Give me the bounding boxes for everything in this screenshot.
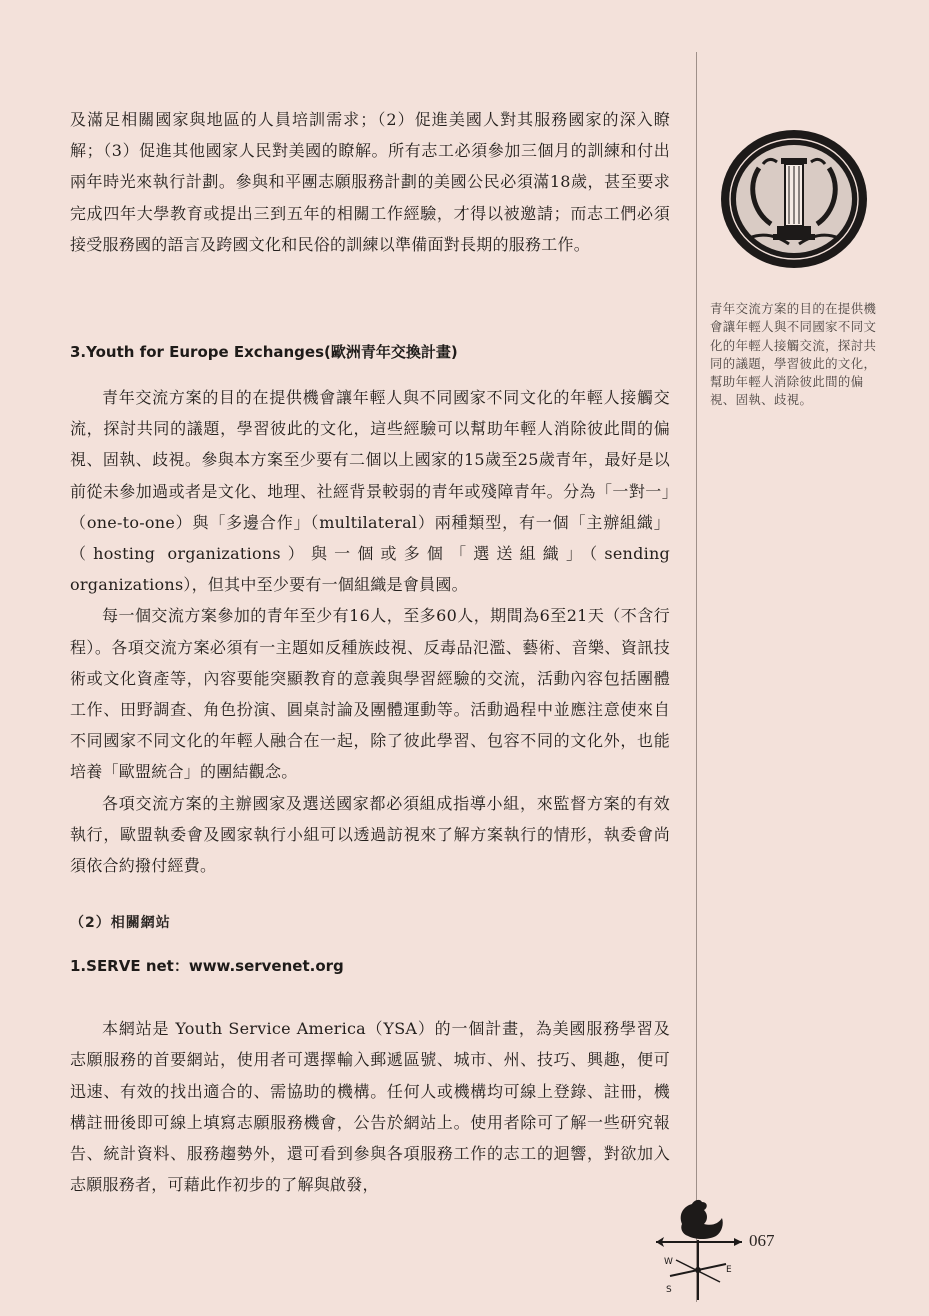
lyre-seal-icon: [719, 128, 869, 270]
column-divider: [696, 52, 697, 1302]
related-websites-subheading: （2）相關網站: [70, 915, 171, 932]
page-number: 067: [749, 1231, 775, 1250]
main-column: [70, 104, 670, 1200]
serve-net-heading: 1.SERVE net：www.servenet.org: [70, 957, 344, 976]
rooster-weathervane-icon: [650, 1196, 746, 1300]
section-3-heading: 3.Youth for Europe Exchanges(歐洲青年交換計畫): [70, 343, 458, 362]
vane-letter-w: W: [664, 1257, 673, 1267]
sidebar-caption: 青年交流方案的目的在提供機會讓年輕人與不同國家不同文化的年輕人接觸交流，探討共同的議題，學習彼此的文化，幫助年輕人消除彼此間的偏視、固執、歧視。: [710, 301, 877, 408]
vane-letter-e: E: [726, 1265, 732, 1275]
vane-letter-s: S: [666, 1285, 672, 1295]
section-3-paragraph-3: 各項交流方案的主辦國家及選送國家都必須組成指導小組，來監督方案的有效執行，歐盟執委會及國家執行小組可以透過訪視來了解方案執行的情形，執委會尚須依合約撥付經費。: [70, 793, 670, 876]
section-3-paragraph-2: 每一個交流方案參加的青年至少有16人，至多60人，期間為6至21天（不含行程）。各項交流方案必須有一主題如反種族歧視、反毒品氾濫、藝術、音樂、資訊技術或文化資產等，內容要能突顯教育的意義與學習經驗的交流，活動內容包括團體工作、田野調查、角色扮演、圓桌討論及團體運動等。活動過程中並應注意使來自不同國家不同文化的年輕人融合在一起，除了彼此學習、包容不同的文化外，也能培養「歐盟統合」的團結觀念。: [70, 606, 670, 782]
section-3-paragraph-1: 青年交流方案的目的在提供機會讓年輕人與不同國家不同文化的年輕人接觸交流，探討共同的議題，學習彼此的文化，這些經驗可以幫助年輕人消除彼此間的偏視、固執、歧視。參與本方案至少要有二個以上國家的15歲至25歲青年，最好是以前從未參加過或者是文化、地理、社經背景較弱的青年或殘障青年。分為「一對一」（one-to-one）與「多邊合作」（multilateral）兩種類型，有一個「主辦組織」（hosting organizations）與一個或多個「選送組織」（sending organizations），但其中至少要有一個組織是會員國。: [70, 388, 670, 595]
serve-net-paragraph: 本網站是 Youth Service America（YSA）的一個計畫，為美國服務學習及志願服務的首要網站，使用者可選擇輸入郵遞區號、城市、州、技巧、興趣，便可迅速、有效的找出適合的、需協助的機構。任何人或機構均可線上登錄、註冊，機構註冊後即可線上填寫志願服務機會，公告於網站上。使用者除可了解一些研究報告、統計資料、服務趨勢外，還可看到參與各項服務工作的志工的迴響，對欲加入志願服務者，可藉此作初步的了解與啟發，: [70, 1019, 670, 1195]
intro-paragraph: 及滿足相關國家與地區的人員培訓需求；（2）促進美國人對其服務國家的深入瞭解；（3）促進其他國家人民對美國的瞭解。所有志工必須參加三個月的訓練和付出兩年時光來執行計劃。參與和平團志願服務計劃的美國公民必須滿18歲，甚至要求完成四年大學教育或提出三到五年的相關工作經驗，才得以被邀請；而志工們必須接受服務國的語言及跨國文化和民俗的訓練以準備面對長期的服務工作。: [70, 110, 670, 254]
